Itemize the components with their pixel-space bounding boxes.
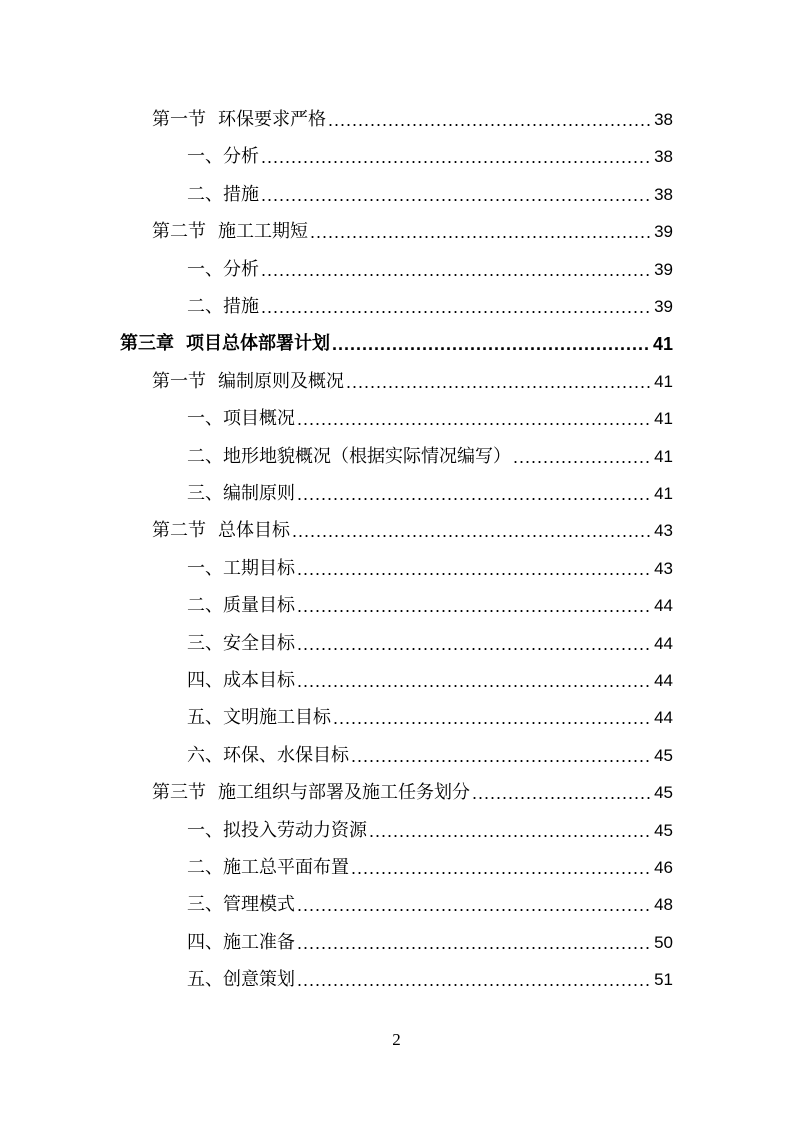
- toc-dot-leader: [297, 663, 652, 699]
- toc-dot-leader: [328, 102, 652, 138]
- toc-entry-label: [187, 439, 511, 475]
- toc-entry-prefix: 第二节: [152, 221, 206, 243]
- toc-dot-leader: [261, 139, 652, 175]
- toc-entry[interactable]: [152, 214, 673, 250]
- toc-entry-page-number: 38: [654, 184, 673, 204]
- toc-entry-prefix: 一、: [187, 557, 223, 579]
- toc-entry-prefix: 第一节: [152, 370, 206, 392]
- toc-entry[interactable]: [187, 177, 673, 213]
- toc-entry-prefix: 六、: [187, 744, 223, 766]
- toc-entry[interactable]: [187, 476, 673, 512]
- toc-entry-page-number: 44: [654, 633, 673, 653]
- toc-entry-title: 分析: [223, 258, 259, 280]
- toc-entry[interactable]: [152, 775, 673, 811]
- toc-entry-prefix: 四、: [187, 670, 223, 691]
- toc-entry-label: [152, 364, 344, 400]
- toc-entry-prefix: 三、: [187, 632, 223, 654]
- toc-entry[interactable]: [187, 962, 673, 998]
- toc-entry[interactable]: [187, 700, 673, 736]
- toc-entry[interactable]: [152, 513, 673, 549]
- toc-entry-page-number: 44: [654, 671, 673, 690]
- toc-dot-leader: [346, 364, 652, 400]
- toc-entry-prefix: 第一节: [152, 109, 206, 130]
- toc-entry-page-number: 39: [654, 222, 673, 242]
- toc-entry-title: 项目概况: [223, 408, 295, 430]
- toc-entry[interactable]: [152, 364, 673, 400]
- toc-entry[interactable]: [187, 289, 673, 325]
- toc-entry[interactable]: [187, 439, 673, 475]
- toc-entry[interactable]: [187, 925, 673, 961]
- toc-entry-page-number: 38: [654, 110, 673, 129]
- toc-dot-leader: [297, 476, 652, 512]
- toc-entry-page-number: 44: [654, 708, 673, 728]
- toc-entry[interactable]: [187, 813, 673, 849]
- toc-entry[interactable]: [187, 252, 673, 288]
- toc-entry-page-number: 45: [654, 820, 673, 840]
- toc-entry[interactable]: [187, 887, 673, 923]
- toc-entry-title: 工期目标: [223, 557, 295, 579]
- toc-entry-title: 项目总体部署计划: [186, 333, 330, 355]
- toc-entry-label: [187, 962, 295, 998]
- toc-entry-prefix: 三、: [187, 894, 223, 916]
- toc-entry-prefix: 三、: [187, 483, 223, 504]
- toc-entry-prefix: 第二节: [152, 520, 206, 542]
- toc-dot-leader: [292, 513, 652, 549]
- toc-dot-leader: [261, 252, 652, 288]
- toc-entry-label: [187, 626, 295, 662]
- toc-entry-title: 编制原则及概况: [218, 370, 344, 392]
- toc-entry[interactable]: [187, 738, 673, 774]
- toc-entry-prefix: 二、: [187, 296, 223, 317]
- toc-entry[interactable]: [187, 401, 673, 437]
- toc-entry-page-number: 48: [654, 895, 673, 915]
- toc-entry-label: [152, 513, 290, 549]
- toc-entry-title: 管理模式: [223, 894, 295, 916]
- toc-entry-page-number: 51: [654, 970, 673, 990]
- toc-entry-title: 创意策划: [223, 969, 295, 991]
- toc-entry-page-number: 41: [654, 409, 673, 429]
- toc-entry-prefix: 四、: [187, 931, 223, 953]
- toc-dot-leader: [297, 962, 652, 998]
- toc-entry-prefix: 第三节: [152, 782, 206, 804]
- toc-dot-leader: [297, 626, 652, 662]
- toc-dot-leader: [333, 700, 652, 736]
- toc-entry-label: [152, 775, 470, 811]
- toc-entry-prefix: 二、: [187, 183, 223, 205]
- toc-entry-label: [187, 813, 367, 849]
- toc-dot-leader: [297, 887, 652, 923]
- toc-entry-page-number: 41: [652, 334, 673, 355]
- toc-entry-page-number: 38: [654, 147, 673, 167]
- toc-entry[interactable]: [187, 139, 673, 175]
- toc-entry-page-number: 45: [654, 783, 673, 803]
- toc-entry-page-number: 41: [654, 484, 673, 503]
- toc-entry[interactable]: [187, 551, 673, 587]
- toc-entry-label: [187, 887, 295, 923]
- toc-entry-title: 施工准备: [223, 931, 295, 953]
- toc-dot-leader: [261, 177, 652, 213]
- toc-entry-prefix: 一、: [187, 819, 223, 841]
- toc-entry-page-number: 50: [654, 932, 673, 952]
- toc-entry-page-number: 46: [654, 858, 673, 877]
- toc-entry-prefix: 二、: [187, 595, 223, 617]
- toc-entry-label: [120, 326, 330, 362]
- toc-dot-leader: [351, 850, 652, 886]
- toc-entry-label: [187, 177, 259, 213]
- toc-entry-label: [152, 214, 308, 250]
- toc-entry-label: [187, 476, 295, 512]
- toc-dot-leader: [297, 401, 652, 437]
- toc-entry-prefix: 五、: [187, 707, 223, 729]
- toc-entry-title: 措施: [223, 183, 259, 205]
- toc-entry-title: 地形地貌概况（根据实际情况编写）: [223, 445, 511, 467]
- toc-entry-title: 编制原则: [223, 483, 295, 504]
- toc-entry-title: 施工总平面布置: [223, 857, 349, 878]
- toc-entry-page-number: 41: [654, 446, 673, 466]
- toc-entry-page-number: 39: [654, 259, 673, 279]
- toc-entry-label: [187, 925, 295, 961]
- toc-dot-leader: [513, 439, 652, 475]
- toc-entry[interactable]: [152, 102, 673, 138]
- toc-entry-prefix: 一、: [187, 408, 223, 430]
- toc-dot-leader: [351, 738, 652, 774]
- toc-dot-leader: [332, 326, 651, 362]
- toc-entry-title: 安全目标: [223, 632, 295, 654]
- toc-entry[interactable]: [187, 663, 673, 699]
- toc-entry-prefix: 二、: [187, 445, 223, 467]
- toc-entry-prefix: 二、: [187, 857, 223, 878]
- toc-entry[interactable]: [187, 850, 673, 886]
- toc-entry-title: 总体目标: [218, 520, 290, 542]
- toc-entry-title: 施工组织与部署及施工任务划分: [218, 782, 470, 804]
- toc-entry-prefix: 一、: [187, 146, 223, 168]
- toc-dot-leader: [472, 775, 652, 811]
- toc-entry-page-number: 43: [654, 521, 673, 541]
- toc-entry-title: 成本目标: [223, 670, 295, 691]
- toc-dot-leader: [297, 925, 652, 961]
- toc-entry-title: 拟投入劳动力资源: [223, 819, 367, 841]
- toc-entry-label: [187, 289, 259, 325]
- toc-entry-title: 环保、水保目标: [223, 744, 349, 766]
- toc-dot-leader: [297, 588, 652, 624]
- toc-entry-title: 分析: [223, 146, 259, 168]
- toc-entry-page-number: 44: [654, 596, 673, 616]
- toc-entry-label: [187, 738, 349, 774]
- toc-entry-label: [187, 700, 331, 736]
- toc-entry-page-number: 39: [654, 297, 673, 316]
- toc-dot-leader: [369, 813, 652, 849]
- toc-entry-title: 文明施工目标: [223, 707, 331, 729]
- toc-entry-label: [187, 850, 349, 886]
- toc-dot-leader: [310, 214, 652, 250]
- toc-entry-page-number: 41: [654, 371, 673, 391]
- toc-entry-title: 措施: [223, 296, 259, 317]
- toc-entry-label: [187, 663, 295, 699]
- toc-entry-title: 环保要求严格: [218, 109, 326, 130]
- toc-entry-label: [187, 588, 295, 624]
- toc-entry-prefix: 五、: [187, 969, 223, 991]
- toc-entry-title: 施工工期短: [218, 221, 308, 243]
- page-number: 2: [392, 1030, 401, 1049]
- toc-entry[interactable]: [187, 626, 673, 662]
- toc-entry[interactable]: [187, 588, 673, 624]
- toc-entry-page-number: 45: [654, 745, 673, 765]
- toc-entry-label: [152, 102, 326, 138]
- toc-entry[interactable]: [120, 326, 673, 362]
- toc-entry-page-number: 43: [654, 558, 673, 578]
- toc-entry-prefix: 第三章: [120, 333, 174, 355]
- toc-entry-prefix: 一、: [187, 258, 223, 280]
- toc-entry-label: [187, 401, 295, 437]
- toc-entry-title: 质量目标: [223, 595, 295, 617]
- toc-dot-leader: [297, 551, 652, 587]
- toc-dot-leader: [261, 289, 652, 325]
- toc-entry-label: [187, 252, 259, 288]
- toc-entry-label: [187, 139, 259, 175]
- toc-entry-label: [187, 551, 295, 587]
